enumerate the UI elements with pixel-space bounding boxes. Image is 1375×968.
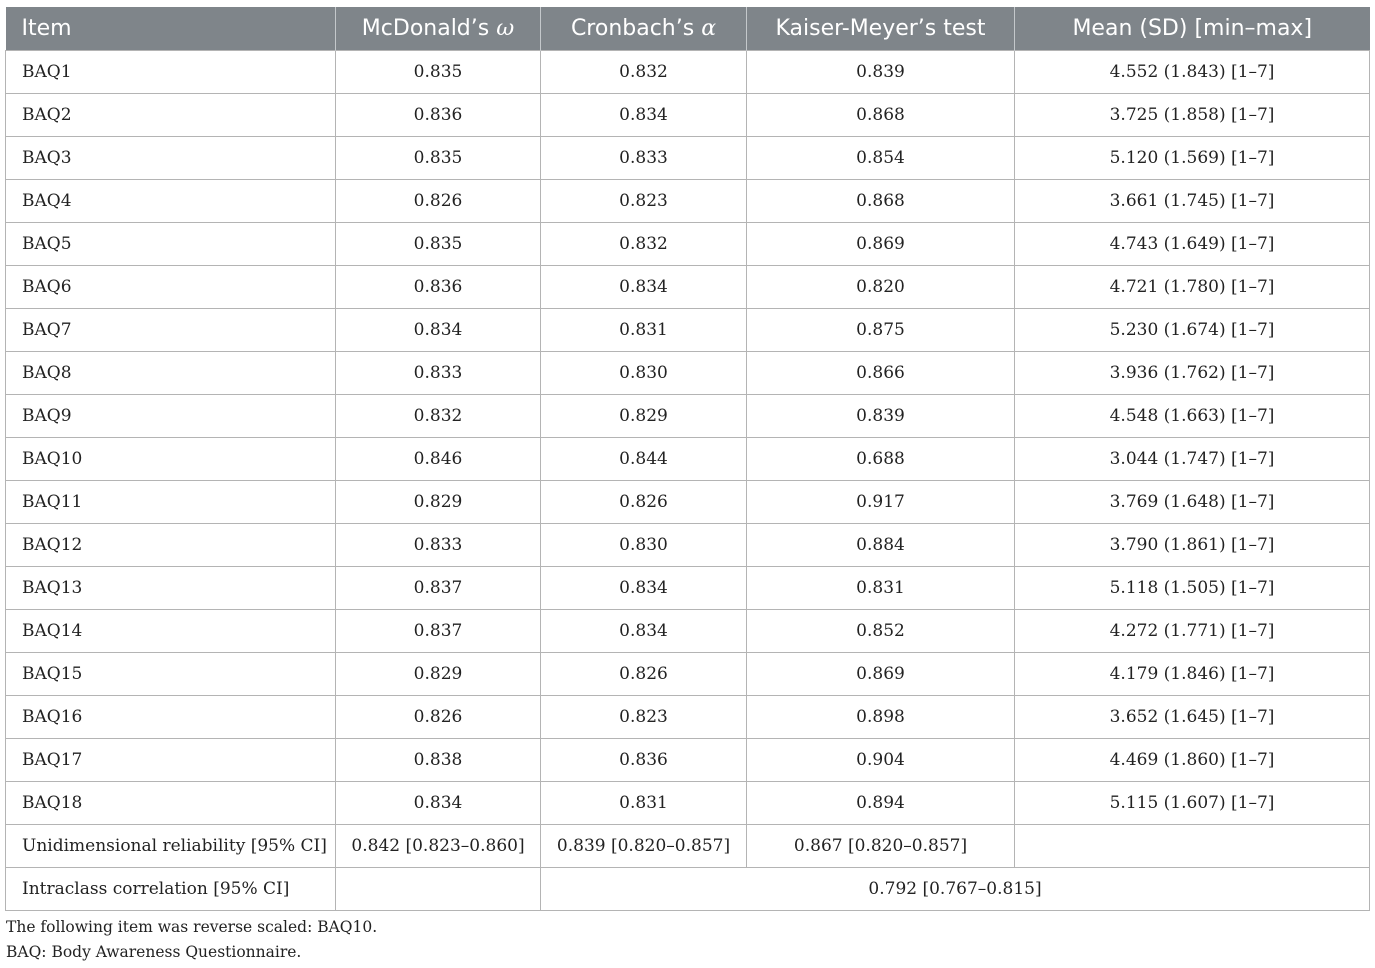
cell-kmo: 0.831 [747, 567, 1015, 610]
cell-alpha: 0.834 [541, 610, 747, 653]
table-row [6, 180, 1370, 223]
cell-kmo: 0.917 [747, 481, 1015, 524]
cell-alpha: 0.826 [541, 653, 747, 696]
cell-omega: 0.826 [336, 180, 541, 223]
cell-omega: 0.846 [336, 438, 541, 481]
cell-kmo: 0.868 [747, 180, 1015, 223]
cell-mean: 5.230 (1.674) [1–7] [1015, 309, 1370, 352]
cell-alpha: 0.832 [541, 51, 747, 94]
cell-kmo: 0.894 [747, 782, 1015, 825]
table-row [6, 696, 1370, 739]
cell-kmo: 0.866 [747, 352, 1015, 395]
cell-omega: 0.834 [336, 309, 541, 352]
cell-omega: 0.837 [336, 567, 541, 610]
cell-kmo: 0.898 [747, 696, 1015, 739]
cell-omega: 0.838 [336, 739, 541, 782]
cell-kmo: 0.839 [747, 395, 1015, 438]
footnote-abbreviation: BAQ: Body Awareness Questionnaire. [6, 943, 302, 961]
cell-item: BAQ7 [6, 309, 336, 352]
cell-omega: 0.835 [336, 137, 541, 180]
cell-alpha: 0.833 [541, 137, 747, 180]
cell-alpha: 0.836 [541, 739, 747, 782]
cell-alpha: 0.823 [541, 696, 747, 739]
table-row [6, 352, 1370, 395]
cell-item: BAQ9 [6, 395, 336, 438]
cell-kmo: 0.875 [747, 309, 1015, 352]
cell-mean: 3.652 (1.645) [1–7] [1015, 696, 1370, 739]
cell-item: BAQ10 [6, 438, 336, 481]
cell-omega: 0.837 [336, 610, 541, 653]
cell-alpha: 0.834 [541, 94, 747, 137]
cell-alpha: 0.844 [541, 438, 747, 481]
cell-alpha: 0.830 [541, 524, 747, 567]
unidimensional-omega: 0.842 [0.823–0.860] [336, 825, 541, 868]
alpha-symbol: α [701, 16, 717, 41]
cell-mean: 3.725 (1.858) [1–7] [1015, 94, 1370, 137]
cell-mean: 3.936 (1.762) [1–7] [1015, 352, 1370, 395]
cell-omega: 0.834 [336, 782, 541, 825]
table-footnotes [6, 915, 377, 965]
cell-item: BAQ3 [6, 137, 336, 180]
header-row [6, 7, 1370, 51]
table-row [6, 395, 1370, 438]
cell-mean: 4.179 (1.846) [1–7] [1015, 653, 1370, 696]
cell-item: BAQ14 [6, 610, 336, 653]
table-row [6, 94, 1370, 137]
intraclass-omega [336, 868, 541, 911]
cell-item: BAQ17 [6, 739, 336, 782]
cell-item: BAQ8 [6, 352, 336, 395]
table-row [6, 438, 1370, 481]
cell-omega: 0.836 [336, 266, 541, 309]
footnote-reverse-scaled: The following item was reverse scaled: BAQ10. [6, 918, 378, 936]
cell-item: BAQ1 [6, 51, 336, 94]
unidimensional-row [6, 825, 1370, 868]
table-row [6, 266, 1370, 309]
cell-alpha: 0.834 [541, 567, 747, 610]
table-row [6, 782, 1370, 825]
header-omega-label: McDonald’s [361, 16, 497, 41]
cell-omega: 0.832 [336, 395, 541, 438]
cell-kmo: 0.854 [747, 137, 1015, 180]
cell-omega: 0.835 [336, 51, 541, 94]
table-row [6, 481, 1370, 524]
reliability-table [5, 7, 1370, 911]
cell-omega: 0.829 [336, 653, 541, 696]
cell-alpha: 0.834 [541, 266, 747, 309]
unidimensional-kmo: 0.867 [0.820–0.857] [747, 825, 1015, 868]
table-row [6, 739, 1370, 782]
cell-mean: 4.721 (1.780) [1–7] [1015, 266, 1370, 309]
cell-alpha: 0.823 [541, 180, 747, 223]
table-row [6, 524, 1370, 567]
header-mean: Mean (SD) [min–max] [1015, 7, 1370, 51]
cell-mean: 4.272 (1.771) [1–7] [1015, 610, 1370, 653]
table-row [6, 610, 1370, 653]
cell-mean: 3.044 (1.747) [1–7] [1015, 438, 1370, 481]
cell-mean: 4.469 (1.860) [1–7] [1015, 739, 1370, 782]
intraclass-row [6, 868, 1370, 911]
cell-item: BAQ18 [6, 782, 336, 825]
cell-kmo: 0.904 [747, 739, 1015, 782]
cell-omega: 0.829 [336, 481, 541, 524]
cell-mean: 5.118 (1.505) [1–7] [1015, 567, 1370, 610]
cell-mean: 5.120 (1.569) [1–7] [1015, 137, 1370, 180]
cell-omega: 0.833 [336, 352, 541, 395]
cell-mean: 3.790 (1.861) [1–7] [1015, 524, 1370, 567]
header-kmo: Kaiser-Meyer’s test [747, 7, 1015, 51]
cell-item: BAQ12 [6, 524, 336, 567]
table-row [6, 223, 1370, 266]
cell-item: BAQ4 [6, 180, 336, 223]
cell-kmo: 0.868 [747, 94, 1015, 137]
cell-mean: 4.552 (1.843) [1–7] [1015, 51, 1370, 94]
table-row [6, 137, 1370, 180]
header-alpha-label: Cronbach’s [570, 16, 702, 41]
table-row [6, 309, 1370, 352]
cell-item: BAQ15 [6, 653, 336, 696]
cell-alpha: 0.831 [541, 782, 747, 825]
cell-omega: 0.836 [336, 94, 541, 137]
cell-kmo: 0.869 [747, 223, 1015, 266]
cell-mean: 5.115 (1.607) [1–7] [1015, 782, 1370, 825]
table-row [6, 653, 1370, 696]
cell-mean: 3.769 (1.648) [1–7] [1015, 481, 1370, 524]
cell-item: BAQ5 [6, 223, 336, 266]
cell-kmo: 0.820 [747, 266, 1015, 309]
cell-alpha: 0.831 [541, 309, 747, 352]
cell-mean: 3.661 (1.745) [1–7] [1015, 180, 1370, 223]
omega-symbol: ω [496, 16, 515, 41]
cell-item: BAQ11 [6, 481, 336, 524]
header-item: Item [6, 7, 336, 51]
cell-item: BAQ6 [6, 266, 336, 309]
cell-alpha: 0.826 [541, 481, 747, 524]
cell-mean: 4.743 (1.649) [1–7] [1015, 223, 1370, 266]
header-alpha [541, 7, 747, 51]
cell-item: BAQ2 [6, 94, 336, 137]
header-omega [336, 7, 541, 51]
cell-kmo: 0.688 [747, 438, 1015, 481]
cell-item: BAQ16 [6, 696, 336, 739]
cell-omega: 0.826 [336, 696, 541, 739]
unidimensional-alpha: 0.839 [0.820–0.857] [541, 825, 747, 868]
cell-kmo: 0.869 [747, 653, 1015, 696]
cell-alpha: 0.830 [541, 352, 747, 395]
cell-mean: 4.548 (1.663) [1–7] [1015, 395, 1370, 438]
unidimensional-mean [1015, 825, 1370, 868]
cell-item: BAQ13 [6, 567, 336, 610]
intraclass-value: 0.792 [0.767–0.815] [541, 868, 1370, 911]
cell-kmo: 0.839 [747, 51, 1015, 94]
cell-alpha: 0.829 [541, 395, 747, 438]
cell-kmo: 0.852 [747, 610, 1015, 653]
cell-alpha: 0.832 [541, 223, 747, 266]
unidimensional-label: Unidimensional reliability [95% CI] [6, 825, 336, 868]
table-row [6, 51, 1370, 94]
cell-omega: 0.833 [336, 524, 541, 567]
table-row [6, 567, 1370, 610]
cell-kmo: 0.884 [747, 524, 1015, 567]
cell-omega: 0.835 [336, 223, 541, 266]
intraclass-label: Intraclass correlation [95% CI] [6, 868, 336, 911]
